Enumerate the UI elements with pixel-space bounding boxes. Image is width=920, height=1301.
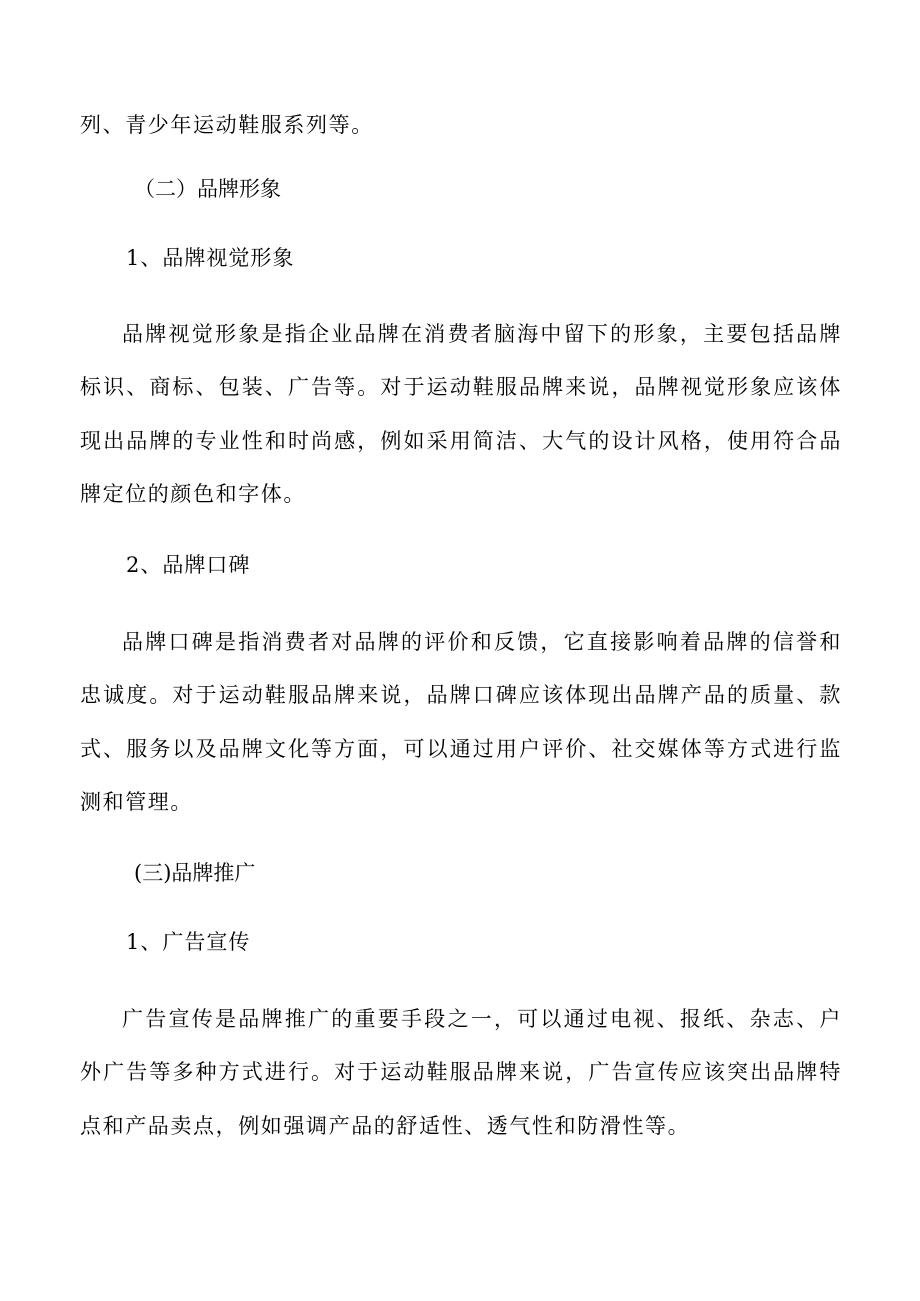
subsection-heading-visual-image: 1、品牌视觉形象 [126,246,295,270]
subsection-heading-advertising: 1、广告宣传 [126,930,251,954]
section-heading-brand-image: （二）品牌形象 [134,177,281,201]
section-heading-brand-promotion: (三)品牌推广 [134,861,256,885]
continuation-text: 列、青少年运动鞋服系列等。 [80,113,374,137]
paragraph-visual-image: 品牌视觉形象是指企业品牌在消费者脑海中留下的形象，主要包括品牌标识、商标、包装、广告等。对于运动鞋服品牌来说，品牌视觉形象应该体现出品牌的专业性和时尚感，例如采用简洁、大气的设计风格，使用符合品牌定位的颜色和字体。 [80,322,842,506]
subsection-heading-reputation: 2、品牌口碑 [126,553,251,577]
paragraph-advertising: 广告宣传是品牌推广的重要手段之一，可以通过电视、报纸、杂志、户外广告等多种方式进行。对于运动鞋服品牌来说，广告宣传应该突出品牌特点和产品卖点，例如强调产品的舒适性、透气性和防滑性等。 [80,1007,842,1138]
paragraph-reputation: 品牌口碑是指消费者对品牌的评价和反馈，它直接影响着品牌的信誉和忠诚度。对于运动鞋服品牌来说，品牌口碑应该体现出品牌产品的质量、款式、服务以及品牌文化等方面，可以通过用户评价、社交媒体等方式进行监测和管理。 [80,630,842,814]
